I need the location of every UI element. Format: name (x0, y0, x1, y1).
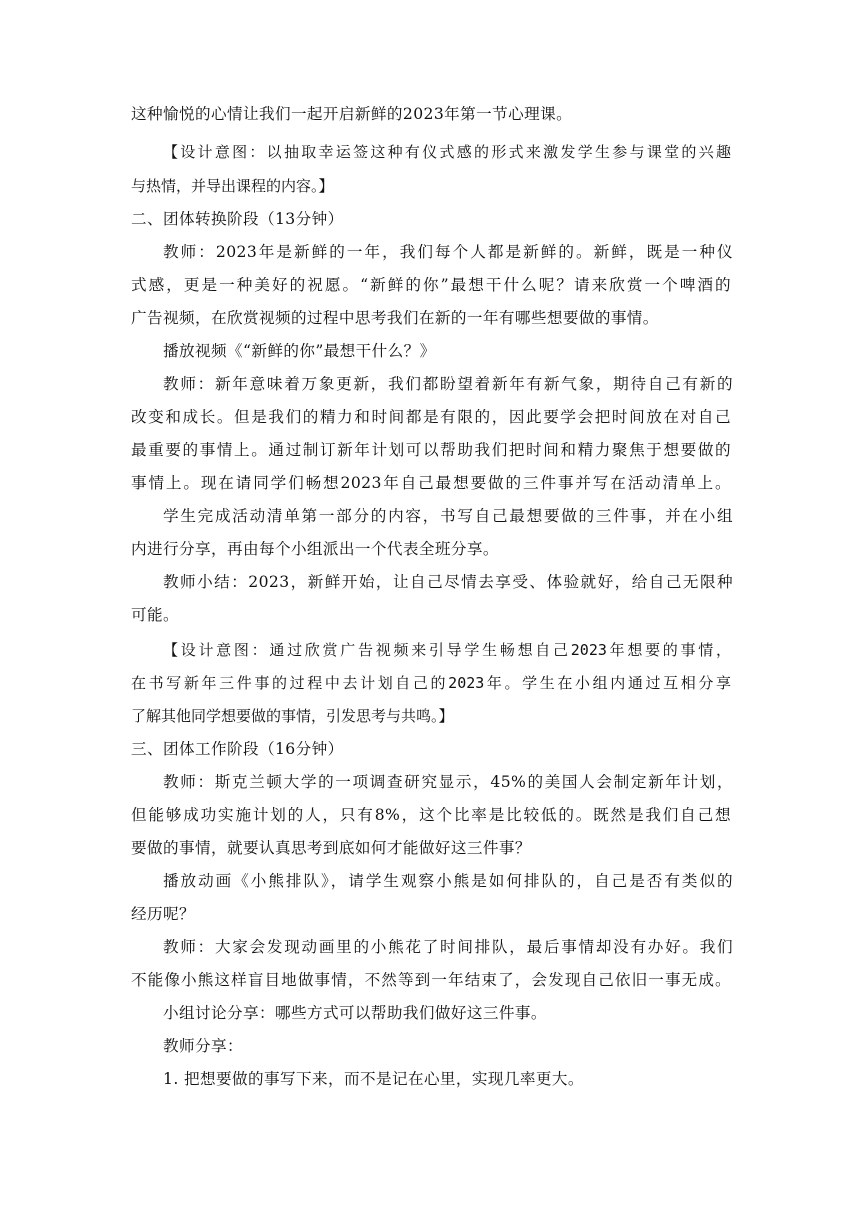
list-item: 1. 把想要做的事写下来，而不是记在心里，实现几率更大。 (163, 1070, 584, 1088)
paragraph-line: 经历呢？ (131, 905, 195, 923)
paragraph-line: 教师：大家会发现动画里的小熊花了时间排队，最后事情却没有办好。我们 (163, 938, 733, 956)
paragraph-line: 教师小结：2023，新鲜开始，让自己尽情去享受、体验就好，给自己无限种 (163, 573, 733, 591)
design-intent-line: 在书写新年三件事的过程中去计划自己的2023年。学生在小组内通过互相分享 (131, 674, 731, 692)
paragraph-line: 播放视频《“新鲜的你”最想干什么？》 (163, 342, 436, 360)
paragraph-line: 小组讨论分享：哪些方式可以帮助我们做好这三件事。 (163, 1004, 547, 1022)
paragraph-line: 教师：2023年是新鲜的一年，我们每个人都是新鲜的。新鲜，既是一种仪 (163, 243, 733, 261)
paragraph-line: 内进行分享，再由每个小组派出一个代表全班分享。 (131, 540, 499, 558)
paragraph-line: 教师：斯克兰顿大学的一项调查研究显示，45%的美国人会制定新年计划， (163, 773, 733, 791)
paragraph-line: 广告视频，在欣赏视频的过程中思考我们在新的一年有哪些想要做的事情。 (131, 309, 659, 327)
paragraph-line: 这种愉悦的心情让我们一起开启新鲜的2023年第一节心理课。 (131, 105, 573, 123)
paragraph-line: 最重要的事情上。通过制订新年计划可以帮助我们把时间和精力聚焦于想要做的 (131, 441, 731, 459)
section-heading: 二、团体转换阶段（13分钟） (131, 210, 344, 228)
paragraph-line: 播放动画《小熊排队》，请学生观察小熊是如何排队的，自己是否有类似的 (163, 872, 733, 890)
paragraph-line: 式感，更是一种美好的祝愿。“新鲜的你”最想干什么呢？请来欣赏一个啤酒的 (131, 276, 731, 294)
design-intent-line: 与热情，并导出课程的内容。】 (131, 177, 334, 195)
paragraph-line: 可能。 (131, 606, 179, 624)
design-intent-line: 了解其他同学想要做的事情，引发思考与共鸣。】 (131, 707, 454, 725)
paragraph-line: 但能够成功实施计划的人，只有8%，这个比率是比较低的。既然是我们自己想 (131, 806, 731, 824)
paragraph-line: 要做的事情，就要认真思考到底如何才能做好这三件事？ (131, 839, 531, 857)
section-heading: 三、团体工作阶段（16分钟） (131, 740, 344, 758)
paragraph-line: 不能像小熊这样盲目地做事情，不然等到一年结束了，会发现自己依旧一事无成。 (131, 971, 731, 989)
paragraph-line: 学生完成活动清单第一部分的内容，书写自己最想要做的三件事，并在小组 (163, 507, 733, 525)
paragraph-line: 教师分享： (163, 1037, 243, 1055)
paragraph-line: 事情上。现在请同学们畅想2023年自己最想要做的三件事并写在活动清单上。 (131, 474, 731, 492)
design-intent-line: 【设计意图：以抽取幸运签这种有仪式感的形式来激发学生参与课堂的兴趣 (163, 143, 731, 161)
paragraph-line: 教师：新年意味着万象更新，我们都盼望着新年有新气象，期待自己有新的 (163, 375, 733, 393)
design-intent-line: 【设计意图：通过欣赏广告视频来引导学生畅想自己2023年想要的事情， (163, 641, 731, 659)
paragraph-line: 改变和成长。但是我们的精力和时间都是有限的，因此要学会把时间放在对自己 (131, 408, 731, 426)
